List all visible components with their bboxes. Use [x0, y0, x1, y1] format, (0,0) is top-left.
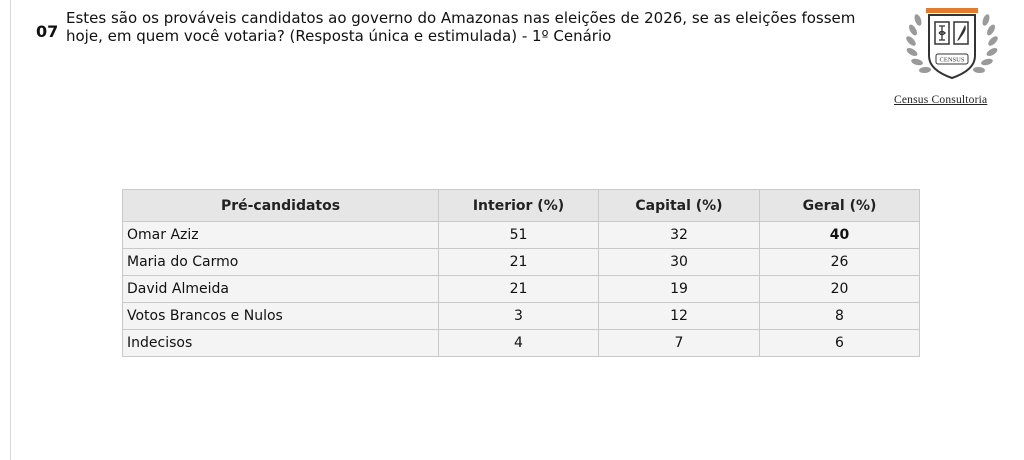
table-row [123, 222, 920, 249]
table-row [123, 276, 920, 303]
candidate-name: David Almeida [123, 276, 439, 303]
header-interior: Interior (%) [439, 190, 599, 222]
interior-value: 51 [439, 222, 599, 249]
geral-value: 6 [760, 330, 920, 357]
candidate-name: Omar Aziz [123, 222, 439, 249]
header-capital: Capital (%) [599, 190, 760, 222]
capital-value: 30 [599, 249, 760, 276]
table-row [123, 303, 920, 330]
capital-value: 12 [599, 303, 760, 330]
geral-value: 26 [760, 249, 920, 276]
table-row [123, 249, 920, 276]
capital-value: 19 [599, 276, 760, 303]
interior-value: 3 [439, 303, 599, 330]
geral-value: 8 [760, 303, 920, 330]
logo-emblem-text: CENSUS [939, 56, 965, 64]
question-text: Estes são os prováveis candidatos ao governo do Amazonas nas eleições de 2026, se as eleições fossem hoje, em quem você votaria? (Resposta única e estimulada) - 1º Cenário [66, 9, 856, 45]
header-geral: Geral (%) [760, 190, 920, 222]
capital-value: 7 [599, 330, 760, 357]
results-table [122, 189, 920, 357]
geral-value: 40 [760, 222, 920, 249]
geral-value: 20 [760, 276, 920, 303]
capital-value: 32 [599, 222, 760, 249]
table-row [123, 330, 920, 357]
candidate-name: Maria do Carmo [123, 249, 439, 276]
logo-caption: Census Consultoria [894, 94, 988, 106]
question-number: 07 [36, 22, 59, 41]
laurel-right-icon [973, 13, 1000, 73]
logo-accent-bar [926, 8, 978, 13]
candidate-name: Indecisos [123, 330, 439, 357]
interior-value: 21 [439, 276, 599, 303]
page-margin-rule [10, 0, 11, 460]
laurel-left-icon [905, 13, 932, 73]
census-logo [902, 6, 1002, 88]
header-candidates: Pré-candidatos [123, 190, 439, 222]
interior-value: 4 [439, 330, 599, 357]
table-header-row [123, 190, 920, 222]
candidate-name: Votos Brancos e Nulos [123, 303, 439, 330]
interior-value: 21 [439, 249, 599, 276]
